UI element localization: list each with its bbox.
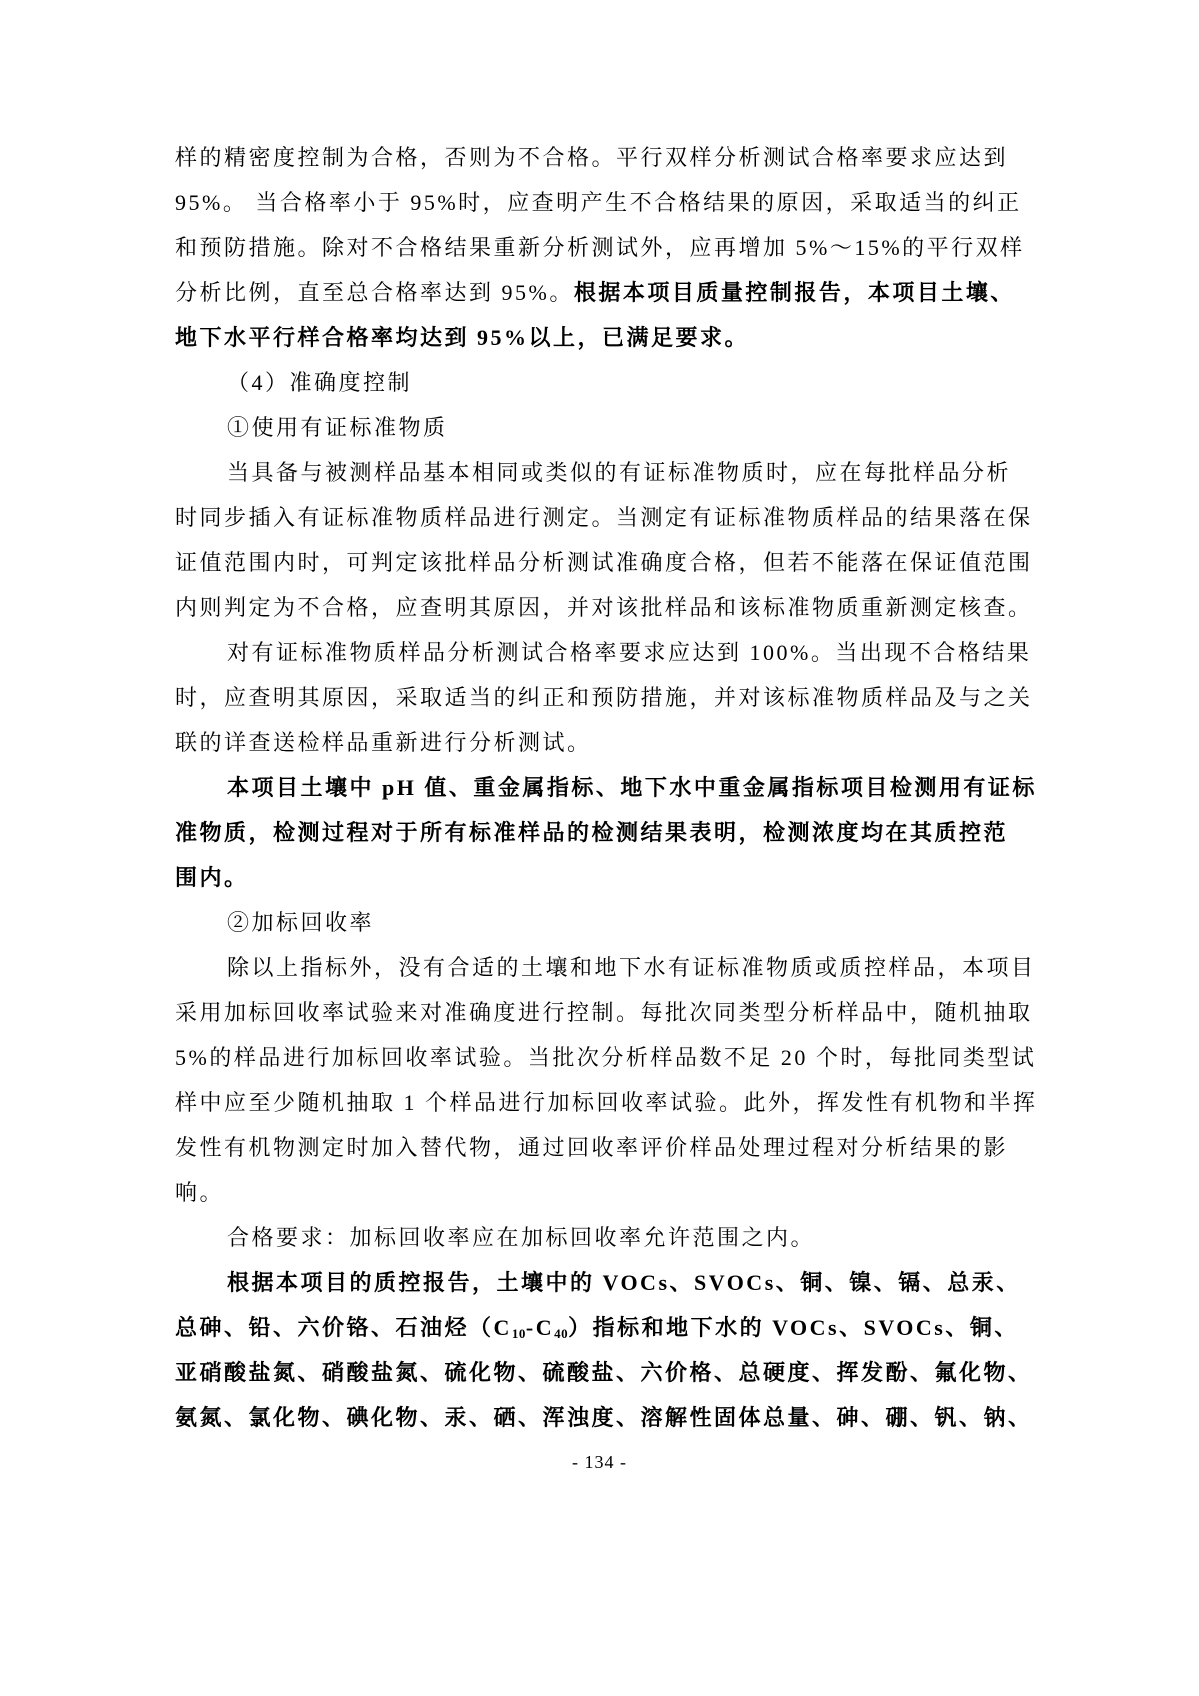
text-line xyxy=(175,1170,1050,1215)
text-line xyxy=(175,585,1050,630)
paragraph xyxy=(175,405,1050,450)
text-line xyxy=(175,720,1050,765)
text-run: ①使用有证标准物质 xyxy=(227,415,448,440)
text-run: 准物质，检测过程对于所有标准样品的检测结果表明，检测浓度均在其质控范 xyxy=(175,820,1009,845)
text-line xyxy=(175,675,1050,720)
text-line xyxy=(175,630,1050,675)
text-line xyxy=(175,225,1050,270)
text-line xyxy=(175,495,1050,540)
text-run: 对有证标准物质样品分析测试合格率要求应达到 100%。当出现不合格结果 xyxy=(227,640,1032,665)
text-line xyxy=(175,945,1050,990)
text-run: 分析比例，直至总合格率达到 95%。 xyxy=(175,280,574,305)
text-line xyxy=(175,990,1050,1035)
text-run: 发性有机物测定时加入替代物，通过回收率评价样品处理过程对分析结果的影 xyxy=(175,1135,1009,1160)
document-body xyxy=(175,135,1050,1440)
text-run: 本项目土壤中 pH 值、重金属指标、地下水中重金属指标项目检测用有证标 xyxy=(227,775,1037,800)
text-line xyxy=(175,1395,1050,1440)
text-line xyxy=(175,1260,1050,1305)
text-run: 根据本项目质量控制报告，本项目土壤、 xyxy=(573,280,1015,305)
text-run: ②加标回收率 xyxy=(227,910,375,935)
text-line xyxy=(175,810,1050,855)
text-run: 合格要求：加标回收率应在加标回收率允许范围之内。 xyxy=(227,1225,816,1250)
text-line xyxy=(175,360,1050,405)
text-run: -C xyxy=(525,1315,555,1340)
text-line xyxy=(175,540,1050,585)
text-run: 和预防措施。除对不合格结果重新分析测试外，应再增加 5%～15%的平行双样 xyxy=(175,235,1025,260)
paragraph xyxy=(175,135,1050,360)
text-run: 除以上指标外，没有合适的土壤和地下水有证标准物质或质控样品，本项目 xyxy=(227,955,1036,980)
text-line xyxy=(175,765,1050,810)
text-line xyxy=(175,270,1050,315)
text-line xyxy=(175,1125,1050,1170)
text-line xyxy=(175,405,1050,450)
text-run: 时同步插入有证标准物质样品进行测定。当测定有证标准物质样品的结果落在保 xyxy=(175,505,1033,530)
text-line xyxy=(175,1215,1050,1260)
text-run: 证值范围内时，可判定该批样品分析测试准确度合格，但若不能落在保证值范围 xyxy=(175,550,1033,575)
paragraph xyxy=(175,630,1050,765)
paragraph xyxy=(175,945,1050,1215)
text-run: （4）准确度控制 xyxy=(227,370,413,395)
text-run: 内则判定为不合格，应查明其原因，并对该批样品和该标准物质重新测定核查。 xyxy=(175,595,1033,620)
text-run: 采用加标回收率试验来对准确度进行控制。每批次同类型分析样品中，随机抽取 xyxy=(175,1000,1033,1025)
text-line xyxy=(175,450,1050,495)
paragraph xyxy=(175,360,1050,405)
paragraph xyxy=(175,765,1050,900)
paragraph xyxy=(175,900,1050,945)
text-run: 时，应查明其原因，采取适当的纠正和预防措施，并对该标准物质样品及与之关 xyxy=(175,685,1033,710)
text-run: 当具备与被测样品基本相同或类似的有证标准物质时，应在每批样品分析 xyxy=(227,460,1012,485)
paragraph xyxy=(175,450,1050,630)
paragraph xyxy=(175,1215,1050,1260)
text-run: 5%的样品进行加标回收率试验。当批次分析样品数不足 20 个时，每批同类型试 xyxy=(175,1045,1037,1070)
text-run: ）指标和地下水的 VOCs、SVOCs、铜、 xyxy=(568,1315,1019,1340)
text-run: 根据本项目的质控报告，土壤中的 VOCs、SVOCs、铜、镍、镉、总汞、 xyxy=(227,1270,1021,1295)
text-line xyxy=(175,855,1050,900)
text-run: 地下水平行样合格率均达到 95%以上，已满足要求。 xyxy=(175,325,750,350)
text-run: 95%。 当合格率小于 95%时，应查明产生不合格结果的原因，采取适当的纠正 xyxy=(175,190,1022,215)
text-run: 联的详查送检样品重新进行分析测试。 xyxy=(175,730,592,755)
text-run: 样的精密度控制为合格，否则为不合格。平行双样分析测试合格率要求应达到 xyxy=(175,145,1009,170)
paragraph xyxy=(175,1260,1050,1440)
text-line xyxy=(175,1035,1050,1080)
subscript-text: 10 xyxy=(511,1326,526,1341)
text-run: 响。 xyxy=(175,1180,225,1205)
text-line xyxy=(175,315,1050,360)
subscript-text: 40 xyxy=(554,1326,569,1341)
text-line xyxy=(175,1305,1050,1350)
text-run: 样中应至少随机抽取 1 个样品进行加标回收率试验。此外，挥发性有机物和半挥 xyxy=(175,1090,1038,1115)
text-line xyxy=(175,180,1050,225)
page-number: - 134 - xyxy=(572,1452,627,1472)
text-line xyxy=(175,1080,1050,1125)
text-run: 氨氮、氯化物、碘化物、汞、硒、浑浊度、溶解性固体总量、砷、硼、钒、钠、 xyxy=(175,1405,1033,1430)
text-run: 亚硝酸盐氮、硝酸盐氮、硫化物、硫酸盐、六价格、总硬度、挥发酚、氟化物、 xyxy=(175,1360,1033,1385)
text-line xyxy=(175,900,1050,945)
text-line xyxy=(175,1350,1050,1395)
text-run: 总砷、铅、六价铬、石油烃（C xyxy=(175,1315,512,1340)
text-line xyxy=(175,135,1050,180)
text-run: 围内。 xyxy=(175,865,249,890)
